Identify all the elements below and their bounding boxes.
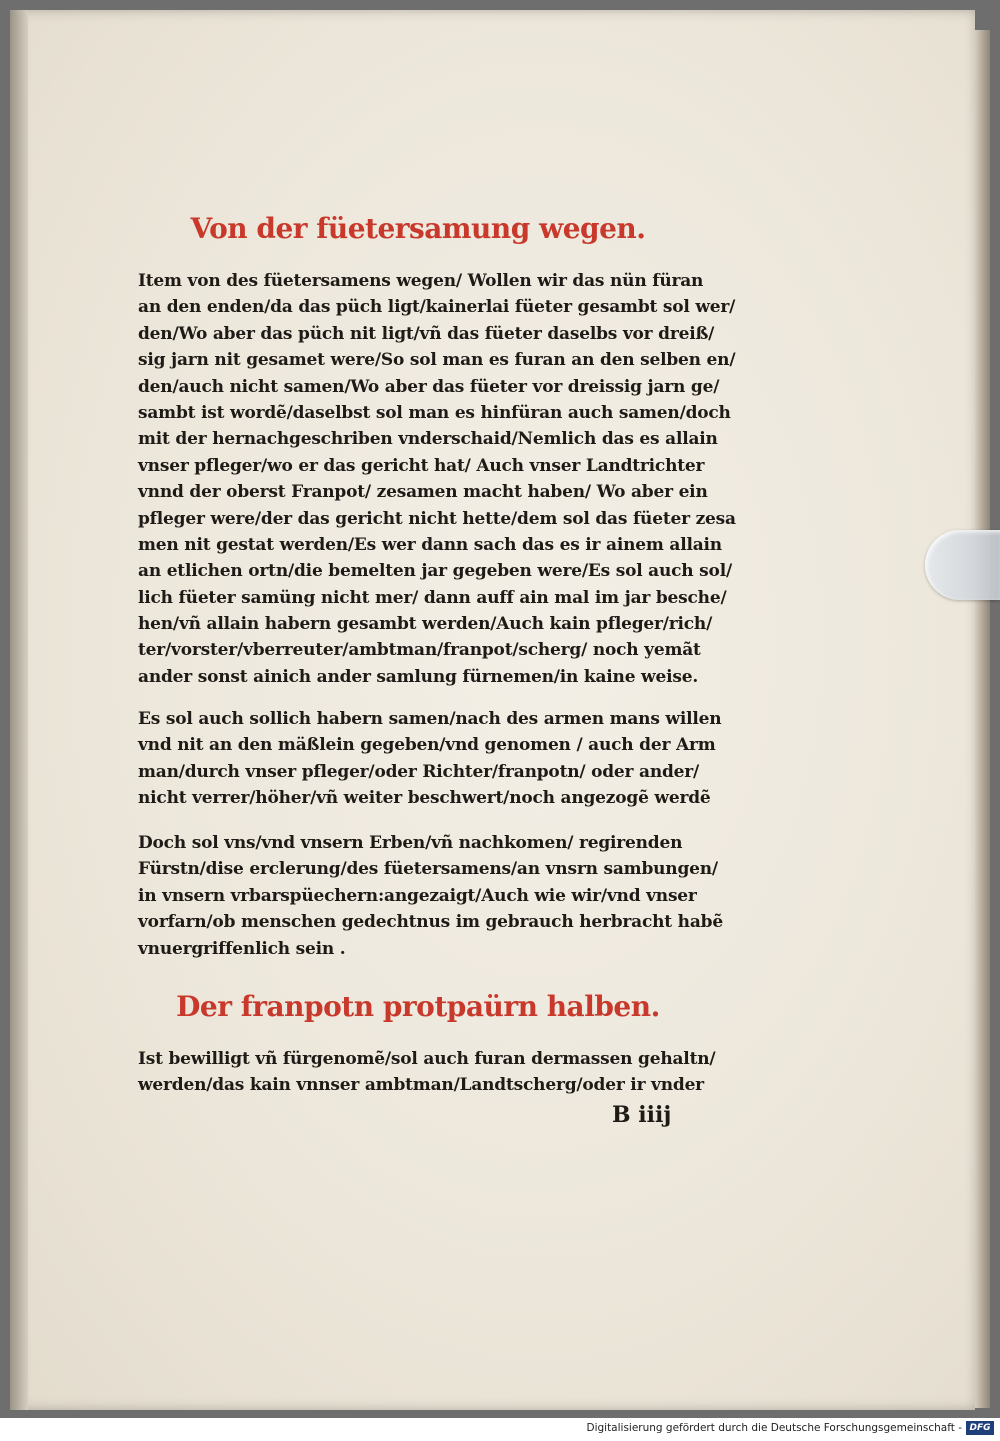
text-line: an etlichen ortn/die bemelten jar gegeben were/Es sol auch sol/ (138, 561, 732, 582)
text-line: vnd nit an den mäßlein gegeben/vnd genomen / auch der Arm (138, 735, 716, 756)
text-line: ter/vorster/vberreuter/ambtman/franpot/scherg/ noch yemãt (138, 640, 701, 661)
text-line: den/Wo aber das püch nit ligt/vñ das füeter daselbs vor dreiß/ (138, 323, 715, 344)
text-line: werden/das kain vnnser ambtman/Landtscherg/oder ir vnder (138, 1075, 704, 1096)
footer-credit: Digitalisierung gefördert durch die Deutsche Forschungsgemeinschaft - (586, 1422, 962, 1434)
book-gutter (10, 10, 28, 1410)
text-line: man/durch vnser pfleger/oder Richter/franpotn/ oder ander/ (138, 761, 700, 782)
section-erben-body (138, 830, 738, 962)
heading-fuetersamung: Von der füetersamung wegen. (190, 212, 646, 245)
text-line: Es sol auch sollich habern samen/nach des armen mans willen (138, 709, 722, 729)
text-line: vorfarn/ob menschen gedechtnus im gebrauch herbracht habẽ (138, 912, 723, 933)
text-line: Item von des füetersamens wegen/ Wollen wir das nün füran (138, 271, 704, 291)
text-line: lich füeter samüng nicht mer/ dann auff ain mal im jar besche/ (138, 587, 727, 608)
text-line: vnser pfleger/wo er das gericht hat/ Auch vnser Landtrichter (138, 455, 705, 476)
text-line: in vnsern vrbarspüechern:angezaigt/Auch wie wir/vnd vnser (138, 885, 697, 906)
text-line: vnnd der oberst Franpot/ zesamen macht haben/ Wo aber ein (138, 482, 708, 503)
text-line: den/auch nicht samen/Wo aber das füeter vor dreissig jarn ge/ (138, 376, 720, 397)
text-line: vnuergriffenlich sein . (138, 938, 346, 959)
page-clip (925, 530, 1000, 600)
signature-mark: B iiij (612, 1102, 672, 1128)
text-line: men nit gestat werden/Es wer dann sach das es ir ainem allain (138, 534, 722, 555)
text-line: pfleger were/der das gericht nicht hette/dem sol das füeter zesa (138, 508, 736, 529)
text-line: Ist bewilligt vñ fürgenomẽ/sol auch furan dermassen gehaltn/ (138, 1049, 716, 1069)
text-line: Fürstn/dise erclerung/des füetersamens/an vnsrn sambungen/ (138, 859, 718, 880)
text-line: ander sonst ainich ander samlung fürnemen/in kaine weise. (138, 666, 699, 687)
section-franpotn-body (138, 1046, 738, 1099)
heading-franpotn: Der franpotn protpaürn halben. (176, 990, 660, 1023)
dfg-logo-icon[interactable]: DFG (966, 1421, 994, 1435)
text-line: sig jarn nit gesamet were/So sol man es furan an den selben en/ (138, 350, 736, 371)
text-line: sambt ist wordẽ/daselbst sol man es hinfüran auch samen/doch (138, 402, 731, 423)
text-line: Doch sol vns/vnd vnsern Erben/vñ nachkomen/ regirenden (138, 833, 683, 853)
section-habern-body (138, 706, 738, 812)
text-line: nicht verrer/höher/vñ weiter beschwert/noch angezogẽ werdẽ (138, 788, 711, 809)
text-line: an den enden/da das püch ligt/kainerlai füeter gesambt sol wer/ (138, 297, 736, 318)
text-line: hen/vñ allain habern gesambt werden/Auch kain pfleger/rich/ (138, 614, 713, 635)
section-fuetersamung-body (138, 268, 738, 690)
text-line: mit der hernachgeschriben vnderschaid/Nemlich das es allain (138, 429, 718, 450)
